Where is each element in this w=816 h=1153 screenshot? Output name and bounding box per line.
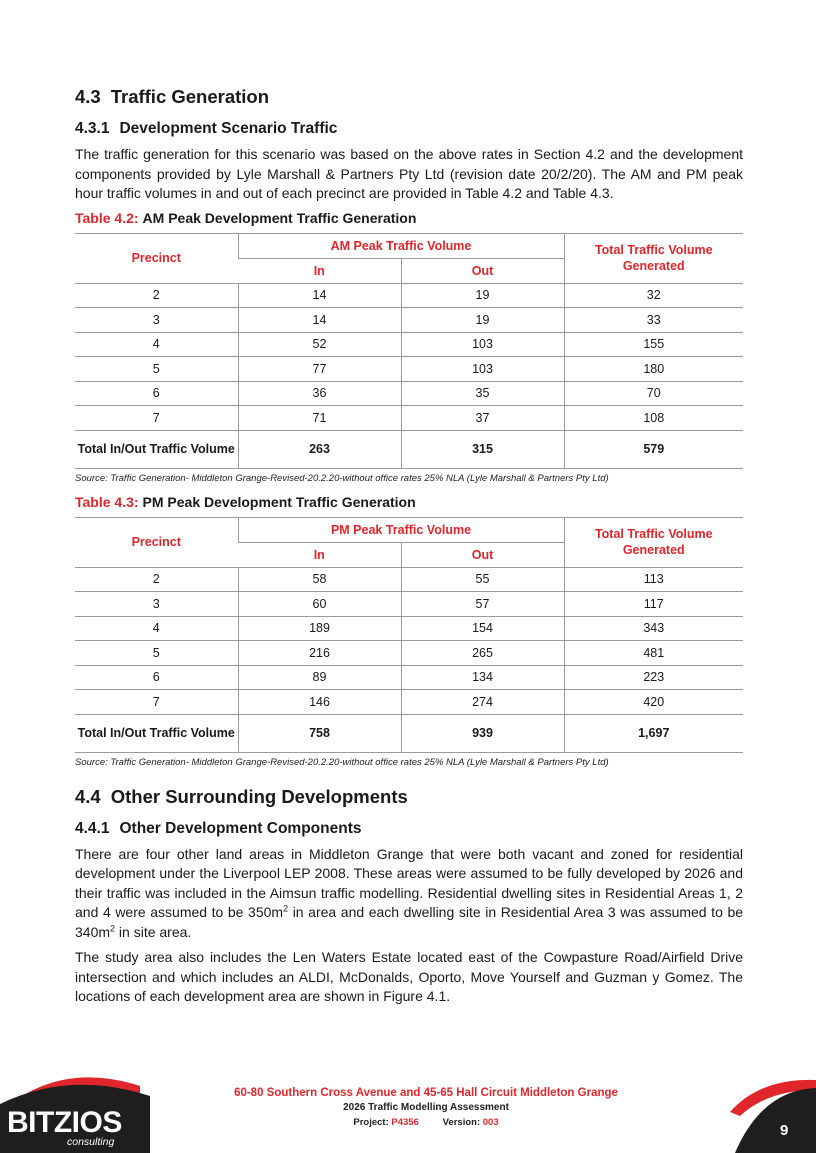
cell-out: 55 [401,567,564,592]
cell-total: 343 [564,616,743,641]
cell-in: 758 [238,714,401,752]
cell-total: 481 [564,641,743,666]
cell-in: 77 [238,357,401,382]
cell-precinct: 3 [75,308,238,333]
cell-out: 939 [401,714,564,752]
cell-precinct: 6 [75,381,238,406]
header-in: In [238,542,401,567]
cell-out: 274 [401,690,564,715]
cell-in: 89 [238,665,401,690]
table-row [75,567,743,592]
cell-in: 263 [238,430,401,468]
cell-precinct: 4 [75,616,238,641]
total-row [75,714,743,752]
cell-total-label: Total In/Out Traffic Volume [75,714,238,752]
cell-out: 265 [401,641,564,666]
header-pm-volume: PM Peak Traffic Volume [238,517,564,542]
section-heading-4-3: 4.3 Traffic Generation [75,86,270,107]
table-caption-am: Table 4.2: AM Peak Development Traffic Generation [75,209,417,226]
cell-in: 60 [238,592,401,617]
table-row [75,332,743,357]
cell-out: 19 [401,308,564,333]
table-row [75,592,743,617]
cell-total: 1,697 [564,714,743,752]
table-row [75,381,743,406]
cell-out: 315 [401,430,564,468]
paragraph-land-areas: There are four other land areas in Middleton Grange that were both vacant and zoned for residential development under the Liverpool LEP 2008. These areas were assumed to be fully developed by 2026 and their traffic was included in the Aimsun traffic modelling. Residential dwelling sites in Residential Areas 1, 2 and 4 were assumed to be $350m^2$ in area and each dwelling site in Residential Area 3 was assumed to be $340m^2$ in site area. [75,845,744,940]
table-row [75,665,743,690]
header-out: Out [401,542,564,567]
header-total-generated: Total Traffic Volume Generated [564,517,743,567]
header-out: Out [401,258,564,283]
section-heading-4-4: 4.4 Other Surrounding Developments [75,785,408,807]
subsection-heading-4-4-1: 4.4.1 Other Development Components [75,819,362,837]
bitzios-logo-subtitle: consulting [67,1136,115,1148]
cell-in: 52 [238,332,401,357]
page-number: 9 [780,1122,789,1139]
cell-total: 579 [564,430,743,468]
cell-out: 103 [401,357,564,382]
cell-total: 33 [564,308,743,333]
cell-total: 180 [564,357,743,382]
header-total-generated: Total Traffic Volume Generated [564,233,743,283]
page-footer [0,1066,816,1153]
cell-in: 14 [238,283,401,308]
cell-precinct: 3 [75,592,238,617]
cell-in: 14 [238,308,401,333]
header-in: In [238,258,401,283]
cell-out: 134 [401,665,564,690]
cell-total: 223 [564,665,743,690]
cell-precinct: 7 [75,406,238,431]
cell-total: 108 [564,406,743,431]
paragraph-traffic-generation: The traffic generation for this scenario was based on the above rates in Section 4.2 and the development components provided by Lyle Marshall & Partners Pty Ltd (revision date 20/2/20). The AM and PM peak hour traffic volumes in and out of each precinct are provided in Table 4.2 and Table 4.3. [75,146,743,201]
cell-in: 189 [238,616,401,641]
cell-total: 420 [564,690,743,715]
footer-report-title: 2026 Traffic Modelling Assessment [343,1102,509,1113]
table-row [75,616,743,641]
cell-out: 103 [401,332,564,357]
paragraph-study-area: The study area also includes the Len Waters Estate located east of the Cowpasture Road/Airfield Drive intersection and which includes an ALDI, McDonalds, Oporto, Move Yourself and Guzman y Gomez. The locations of each development area are shown in Figure 4.1. [75,949,743,1004]
cell-precinct: 4 [75,332,238,357]
header-precinct: Precinct [75,233,238,283]
cell-in: 36 [238,381,401,406]
table-row [75,283,743,308]
table-caption-pm: Table 4.3: PM Peak Development Traffic Generation [75,493,416,510]
cell-out: 57 [401,592,564,617]
cell-total: 113 [564,567,743,592]
total-row [75,430,743,468]
subsection-heading-4-3-1: 4.3.1 Development Scenario Traffic [75,120,338,137]
cell-out: 37 [401,406,564,431]
cell-total-label: Total In/Out Traffic Volume [75,430,238,468]
table-row [75,357,743,382]
table-row [75,406,743,431]
header-am-volume: AM Peak Traffic Volume [238,233,564,258]
cell-precinct: 2 [75,283,238,308]
cell-precinct: 5 [75,641,238,666]
pm-peak-table [75,517,743,753]
am-peak-table [75,233,743,469]
table-row [75,690,743,715]
table-source-pm: Source: Traffic Generation- Middleton Grange-Revised-20.2.20-without office rates 25% NLA (Lyle Marshall & Partners Pty Ltd) [75,756,609,768]
cell-total: 155 [564,332,743,357]
cell-in: 216 [238,641,401,666]
cell-out: 154 [401,616,564,641]
table-row [75,641,743,666]
cell-total: 32 [564,283,743,308]
table-source-am: Source: Traffic Generation- Middleton Grange-Revised-20.2.20-without office rates 25% NLA (Lyle Marshall & Partners Pty Ltd) [75,472,609,484]
footer-site-address: 60-80 Southern Cross Avenue and 45-65 Hall Circuit Middleton Grange [234,1087,618,1099]
cell-precinct: 6 [75,665,238,690]
cell-out: 19 [401,283,564,308]
bitzios-logo: BITZIOS [7,1106,122,1139]
cell-in: 71 [238,406,401,431]
cell-precinct: 2 [75,567,238,592]
cell-in: 58 [238,567,401,592]
page-content [75,86,743,1013]
cell-total: 117 [564,592,743,617]
cell-in: 146 [238,690,401,715]
cell-precinct: 5 [75,357,238,382]
footer-project-version: Project: P4356 Version: 003 [353,1117,499,1128]
header-precinct: Precinct [75,517,238,567]
cell-total: 70 [564,381,743,406]
table-row [75,308,743,333]
cell-precinct: 7 [75,690,238,715]
cell-out: 35 [401,381,564,406]
